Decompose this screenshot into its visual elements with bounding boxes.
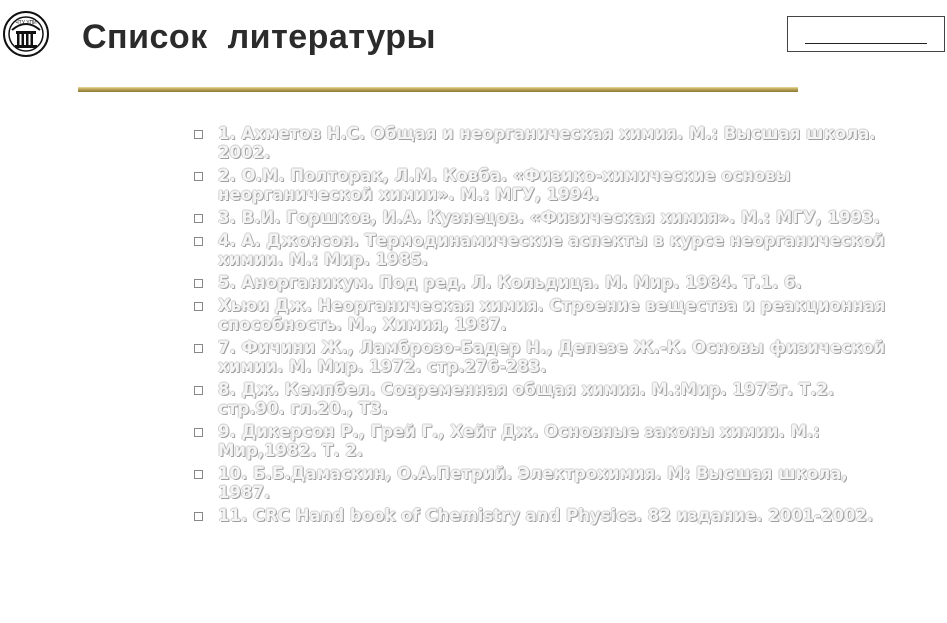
reference-text: 3. В.И. Горшков, И.А. Кузнецов. «Физическая химия». М.: МГУ, 1993. (218, 208, 880, 227)
reference-item (194, 208, 894, 227)
reference-item (194, 296, 894, 334)
square-bullet-icon (194, 386, 203, 395)
square-bullet-icon (194, 428, 203, 437)
reference-text: 1. Ахметов Н.С. Общая и неорганическая химия. М.: Высшая школа. 2002. (218, 124, 876, 162)
reference-item (194, 506, 894, 525)
university-emblem-icon (2, 10, 50, 58)
reference-text: 4. А. Джонсон. Термодинамические аспекты в курсе неорганической химии. М.: Мир. 1985. (218, 231, 885, 269)
navigation-link-box[interactable] (787, 16, 945, 52)
reference-item (194, 338, 894, 376)
square-bullet-icon (194, 214, 203, 223)
reference-item (194, 166, 894, 204)
reference-item (194, 273, 894, 292)
square-bullet-icon (194, 279, 203, 288)
reference-text: 11. CRC Hand book of Chemistry and Physics. 82 издание. 2001-2002. (218, 506, 874, 525)
square-bullet-icon (194, 470, 203, 479)
reference-text: 2. О.М. Полторак, Л.М. Ковба. «Физико-химические основы неорганической химии». М.: МГУ, 1994. (218, 166, 791, 204)
reference-item (194, 380, 894, 418)
reference-text: 9. Дикерсон Р., Грей Г., Хейт Дж. Основные законы химии. М.: Мир,1982. Т. 2. (218, 422, 820, 460)
reference-text: Хьюи Дж. Неорганическая химия. Строение вещества и реакционная способность. М., Химия, 1987. (218, 296, 886, 334)
square-bullet-icon (194, 302, 203, 311)
reference-item (194, 231, 894, 269)
square-bullet-icon (194, 344, 203, 353)
reference-item (194, 422, 894, 460)
square-bullet-icon (194, 512, 203, 521)
square-bullet-icon (194, 237, 203, 246)
reference-text: 8. Дж. Кемпбел. Современная общая химия. М.:Мир. 1975г. Т.2. стр.90. гл.20., Т3. (218, 380, 835, 418)
reference-text: 7. Фичини Ж., Ламброзо-Бадер Н., Депезе Ж.-К. Основы физической химии. М. Мир. 1972. стр.276-283. (218, 338, 886, 376)
page-title: Список литературы (82, 18, 437, 56)
navigation-link[interactable] (805, 43, 927, 44)
square-bullet-icon (194, 130, 203, 139)
university-logo-icon (2, 10, 50, 58)
reference-text: 10. Б.Б.Дамаскин, О.А.Петрий. Электрохимия. М: Высшая школа, 1987. (218, 464, 848, 502)
svg-text:ЧТУ УПИ: ЧТУ УПИ (15, 20, 37, 26)
square-bullet-icon (194, 172, 203, 181)
reference-text: 5. Анорганикум. Под ред. Л. Кольдица. М. Мир. 1984. Т.1. 6. (218, 273, 802, 292)
reference-item (194, 124, 894, 162)
reference-item (194, 464, 894, 502)
reference-list (194, 124, 894, 529)
title-divider (78, 87, 798, 92)
